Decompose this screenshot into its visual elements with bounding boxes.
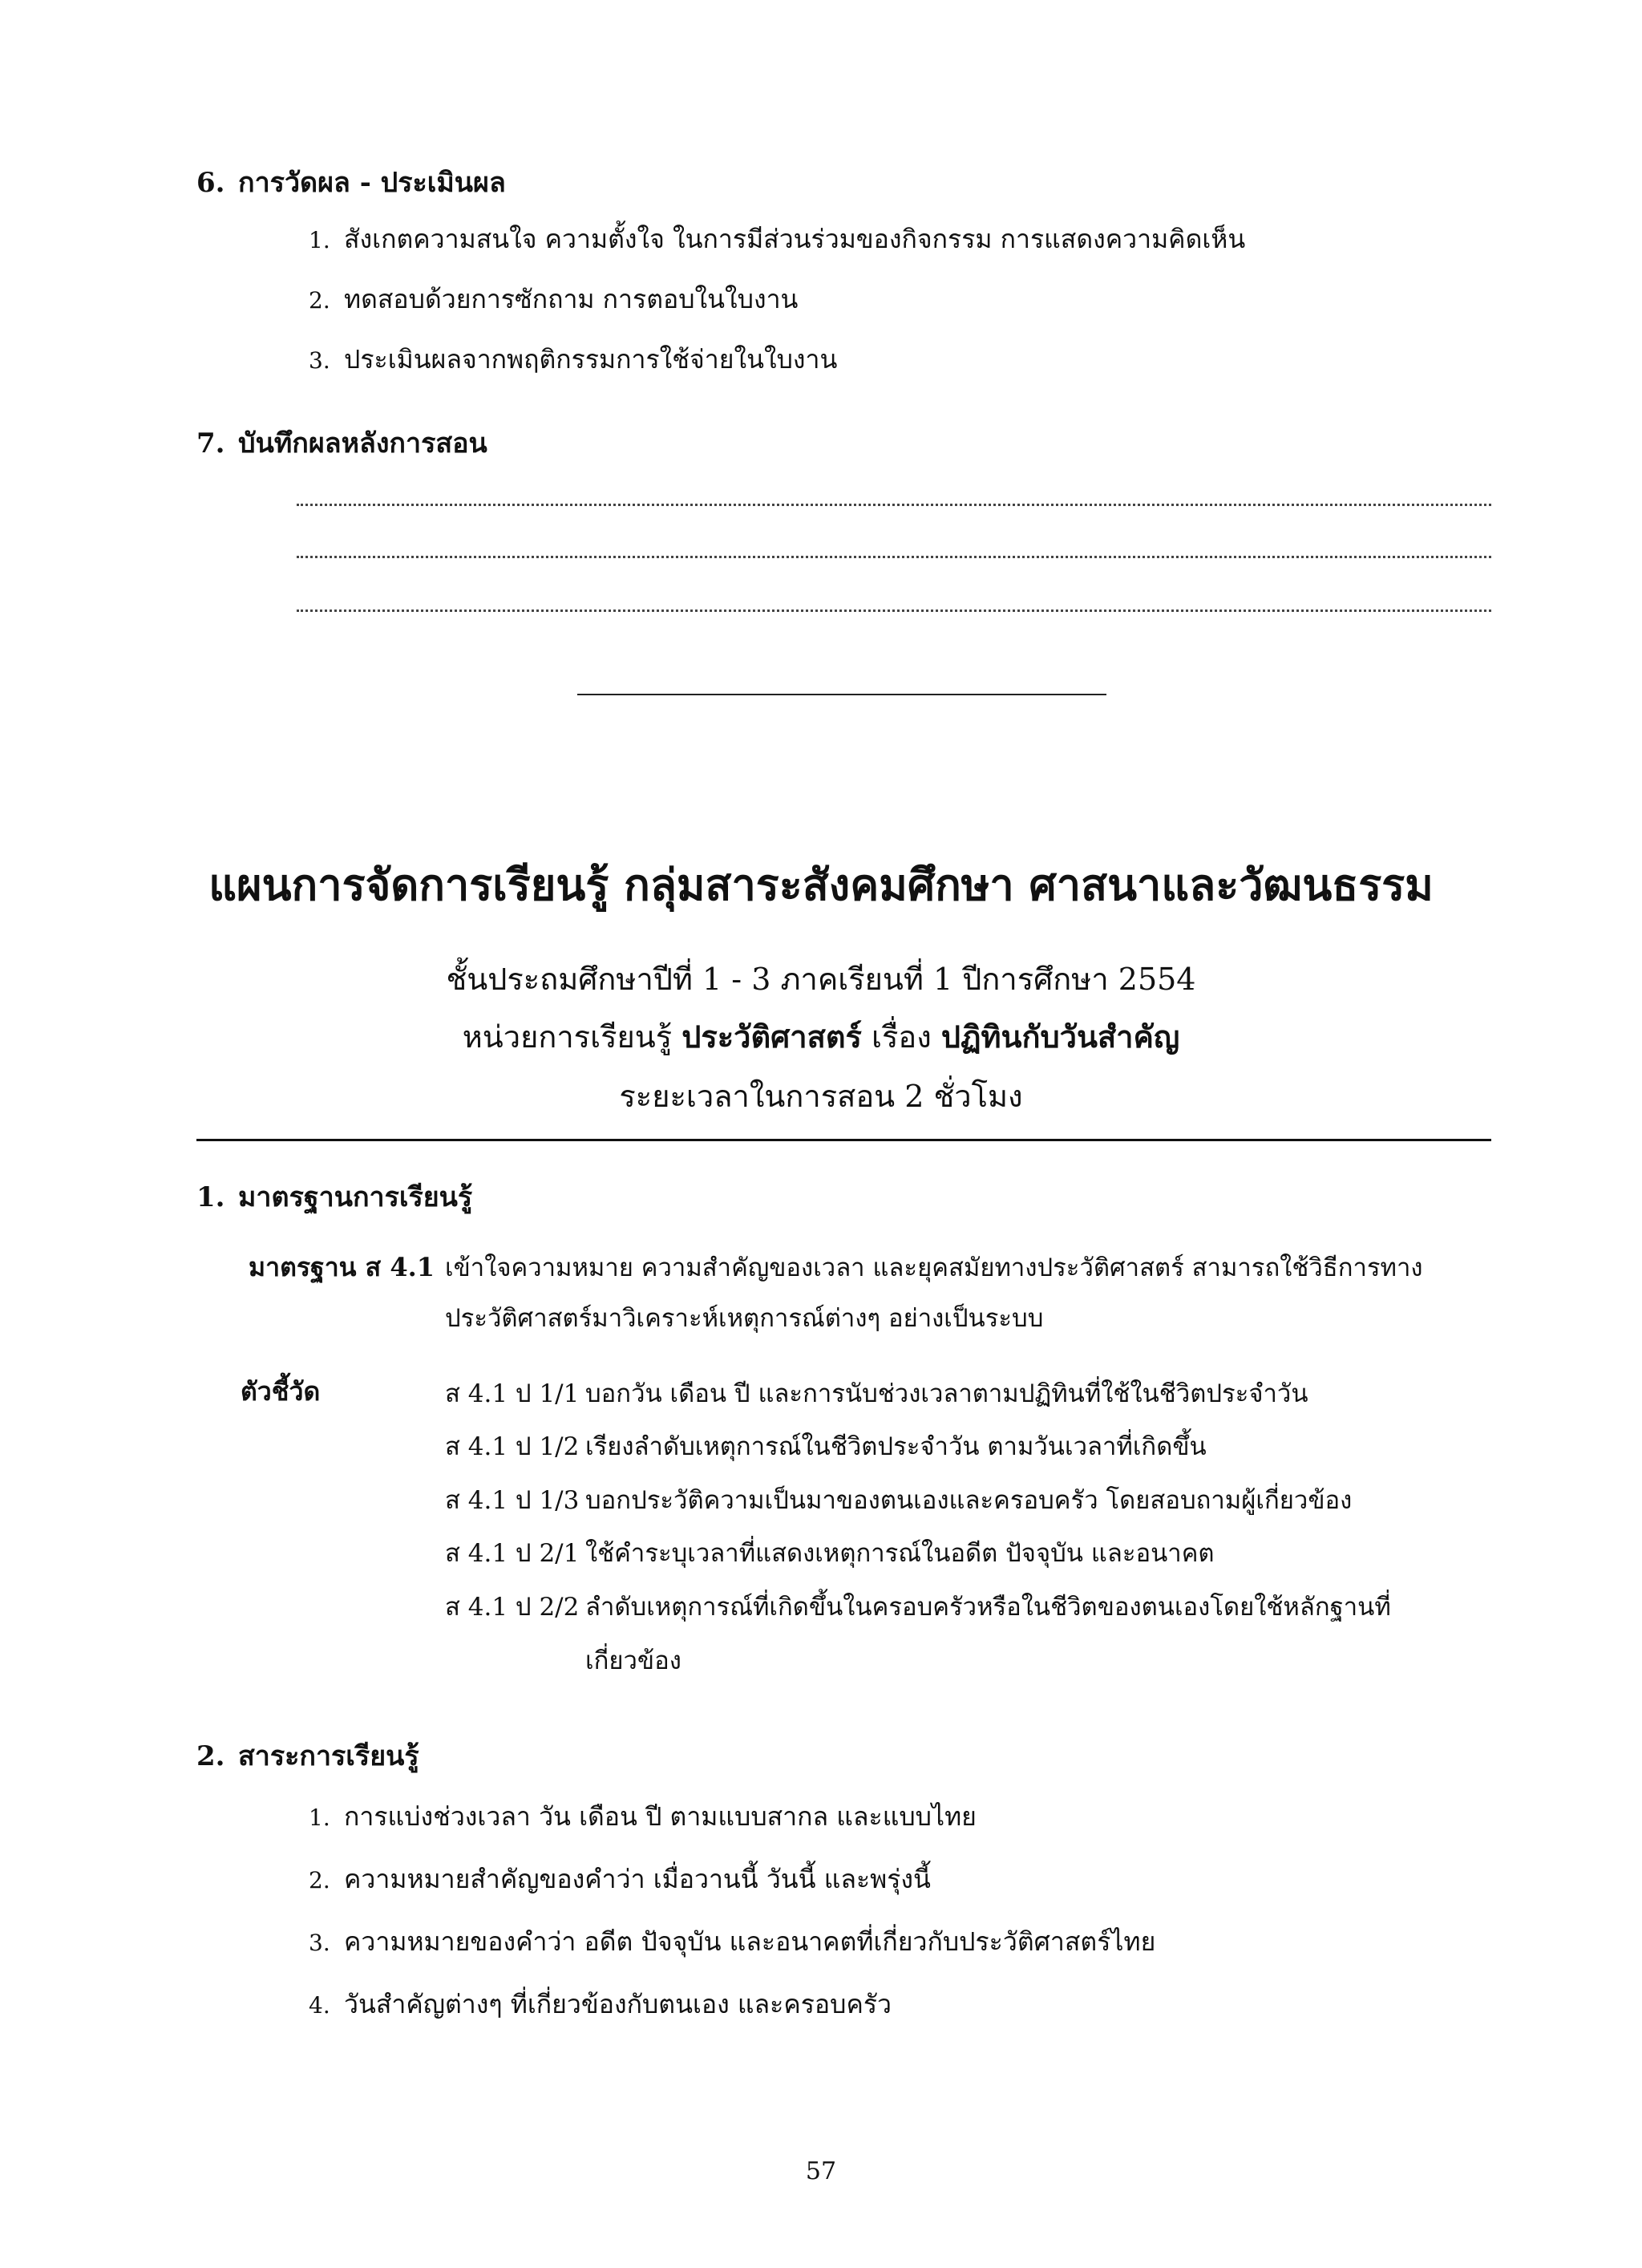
indicator-row (445, 1480, 1352, 1520)
list-item (309, 1796, 977, 1837)
item-number: 2. (309, 287, 330, 314)
item-text: ประเมินผลจากพฤติกรรมการใช้จ่ายในใบงาน (344, 344, 838, 375)
item-number: 1. (309, 1804, 330, 1831)
topic-prefix: เรื่อง (861, 1019, 941, 1055)
indicator-text: เรียงลำดับเหตุการณ์ในชีวิตประจำวัน ตามวันเวลาที่เกิดขึ้น (585, 1432, 1207, 1461)
item-text: สังเกตความสนใจ ความตั้งใจ ในการมีส่วนร่วมของกิจกรรม การแสดงความคิดเห็น (344, 224, 1246, 254)
standard-text-line: เข้าใจความหมาย ความสำคัญของเวลา และยุคสมัยทางประวัติศาสตร์ สามารถใช้วิธีการทาง (445, 1253, 1423, 1282)
item-text: ทดสอบด้วยการซักถาม การตอบในใบงาน (344, 284, 799, 314)
item-text: ความหมายสำคัญของคำว่า เมื่อวานนี้ วันนี้ และพรุ่งนี้ (344, 1864, 931, 1894)
indicator-text: บอกวัน เดือน ปี และการนับช่วงเวลาตามปฏิทินที่ใช้ในชีวิตประจำวัน (585, 1379, 1308, 1408)
item-text: ความหมายของคำว่า อดีต ปัจจุบัน และอนาคตที่เกี่ยวกับประวัติศาสตร์ไทย (344, 1926, 1156, 1957)
indicator-row (445, 1533, 1215, 1573)
item-number: 3. (309, 347, 330, 374)
standard-label: มาตรฐาน ส 4.1 (249, 1252, 435, 1282)
section-number: 6. (196, 167, 225, 199)
list-item (309, 339, 837, 380)
indicator-row (445, 1373, 1308, 1413)
item-number: 1. (309, 227, 330, 253)
unit-name: ประวัติศาสตร์ (681, 1019, 862, 1055)
section-number: 7. (196, 427, 225, 460)
standard-text-line: ประวัติศาสตร์มาวิเคราะห์เหตุการณ์ต่างๆ อย่างเป็นระบบ (445, 1304, 1044, 1333)
indicator-code: ส 4.1 ป 2/2 (445, 1593, 580, 1622)
dotted-answer-line (297, 504, 1491, 506)
dotted-answer-line (297, 556, 1491, 558)
section-title: สาระการเรียนรู้ (238, 1740, 419, 1772)
list-item (309, 219, 1245, 260)
indicator-code: ส 4.1 ป 1/3 (445, 1486, 580, 1515)
section-7-heading (196, 421, 487, 464)
plan-duration-line: ระยะเวลาในการสอน 2 ชั่วโมง (619, 1079, 1023, 1114)
list-item (309, 279, 798, 320)
indicator-text-continuation: เกี่ยวข้อง (585, 1646, 681, 1675)
indicator-code: ส 4.1 ป 2/1 (445, 1539, 580, 1568)
indicator-label: ตัวชี้วัด (241, 1376, 321, 1407)
list-item (309, 1984, 892, 2025)
plan-unit-line (0, 1012, 1642, 1061)
indicator-row (445, 1586, 1391, 1626)
section-number: 1. (196, 1181, 225, 1213)
indicator-text: ใช้คำระบุเวลาที่แสดงเหตุการณ์ในอดีต ปัจจุบัน และอนาคต (585, 1539, 1215, 1568)
indicator-text: ลำดับเหตุการณ์ที่เกิดขึ้นในครอบครัวหรือในชีวิตของตนเองโดยใช้หลักฐานที่ (585, 1593, 1391, 1622)
section-number: 2. (196, 1740, 225, 1772)
item-text: การแบ่งช่วงเวลา วัน เดือน ปี ตามแบบสากล และแบบไทย (344, 1801, 977, 1832)
dotted-answer-line (297, 610, 1491, 612)
item-number: 3. (309, 1930, 330, 1956)
section-6-heading (196, 160, 506, 204)
header-rule (196, 1139, 1491, 1141)
section-title: มาตรฐานการเรียนรู้ (238, 1181, 473, 1213)
unit-prefix: หน่วยการเรียนรู้ (462, 1019, 682, 1055)
section-divider (577, 694, 1106, 695)
item-number: 2. (309, 1867, 330, 1893)
page-number: 57 (805, 2157, 837, 2185)
indicator-row (445, 1426, 1207, 1466)
indicator-text: บอกประวัติความเป็นมาของตนเองและครอบครัว โดยสอบถามผู้เกี่ยวข้อง (585, 1486, 1353, 1515)
plan-title: แผนการจัดการเรียนรู้ กลุ่มสาระสังคมศึกษา ศาสนาและวัฒนธรรม (208, 859, 1434, 910)
section-title: การวัดผล - ประเมินผล (238, 167, 506, 199)
section-title: บันทึกผลหลังการสอน (238, 427, 487, 460)
indicator-code: ส 4.1 ป 1/2 (445, 1432, 580, 1461)
list-item (309, 1859, 931, 1900)
plan-grade-line: ชั้นประถมศึกษาปีที่ 1 - 3 ภาคเรียนที่ 1 ปีการศึกษา 2554 (446, 962, 1196, 997)
topic-name: ปฏิทินกับวันสำคัญ (940, 1019, 1180, 1055)
section-2-heading (196, 1734, 419, 1777)
section-1-heading (196, 1175, 472, 1218)
item-number: 4. (309, 1992, 330, 2019)
list-item (309, 1922, 1155, 1962)
indicator-code: ส 4.1 ป 1/1 (445, 1379, 580, 1408)
item-text: วันสำคัญต่างๆ ที่เกี่ยวข้องกับตนเอง และครอบครัว (344, 1989, 892, 2019)
